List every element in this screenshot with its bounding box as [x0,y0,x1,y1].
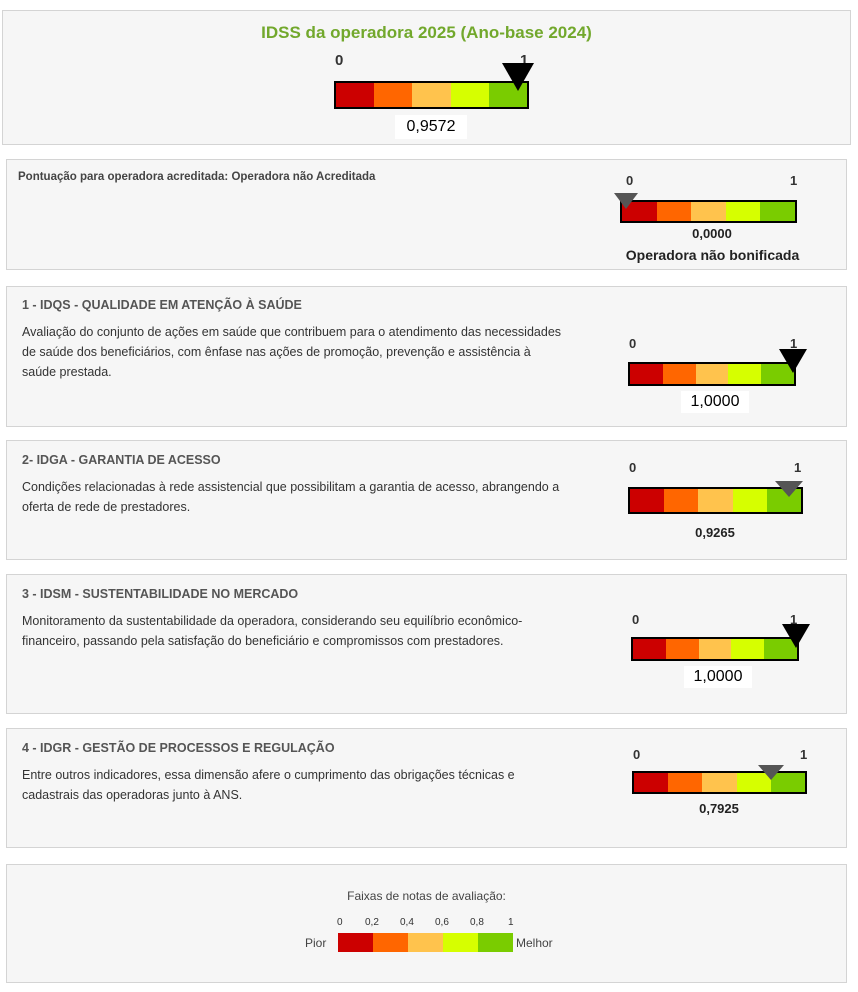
legend-tick: 0,2 [365,917,379,928]
section-idga-description: Condições relacionadas à rede assistencial que possibilitam a garantia de acesso, abrangendo a oferta de rede de prestadores. [22,480,560,514]
legend-best-label: Melhor [516,936,553,950]
section-idsm [6,574,847,714]
legend-color-scale [338,933,513,952]
section-idqs-gauge-max-label: 1 [790,336,798,351]
legend-band-5 [478,933,513,952]
accreditation-gauge-max-label: 1 [790,173,798,188]
legend-title: Faixas de notas de avaliação: [347,889,506,903]
accreditation-text: Pontuação para operadora acreditada: Operadora não Acreditada [18,171,376,183]
idss-gauge-marker-icon [502,63,534,91]
legend-band-2 [373,933,408,952]
gauge-min-label: 0 [335,52,344,69]
idss-gauge-bar [334,81,529,109]
idss-summary-panel [2,10,851,145]
accreditation-gauge-value: 0,0000 [692,226,732,241]
accreditation-gauge-marker-icon [614,193,638,209]
section-idga-title: 2- IDGA - GARANTIA DE ACESSO [22,453,221,467]
section-idga-gauge-marker-icon [775,481,803,497]
legend-tick: 0 [337,917,343,928]
accreditation-panel [6,159,847,270]
rating-legend-panel [6,864,847,983]
section-idqs-gauge-bar [628,362,796,386]
section-idsm-title: 3 - IDSM - SUSTENTABILIDADE NO MERCADO [22,587,299,601]
section-idsm-gauge-bar [631,637,799,661]
legend-band-1 [338,933,373,952]
section-idqs-gauge-value: 1,0000 [681,391,749,413]
section-idsm-gauge-min-label: 0 [632,612,640,627]
legend-tick: 0,6 [435,917,449,928]
accreditation-gauge-min-label: 0 [626,173,634,188]
legend-band-4 [443,933,478,952]
section-idqs-gauge-min-label: 0 [629,336,637,351]
legend-tick: 1 [508,917,514,928]
accreditation-gauge-bar [620,200,797,223]
section-idqs-title: 1 - IDQS - QUALIDADE EM ATENÇÃO À SAÚDE [22,298,302,312]
legend-worst-label: Pior [305,936,327,950]
page-title: IDSS da operadora 2025 (Ano-base 2024) [261,23,592,42]
section-idgr-title: 4 - IDGR - GESTÃO DE PROCESSOS E REGULAÇÃO [22,741,335,755]
idss-gauge-value: 0,9572 [395,115,467,139]
section-idga-gauge-min-label: 0 [629,460,637,475]
section-idgr-gauge-marker-icon [758,765,784,780]
section-idga [6,440,847,560]
section-idqs [6,286,847,427]
gauge-max-label: 1 [520,52,529,69]
section-idqs-description: Avaliação do conjunto de ações em saúde que contribuem para o atendimento das necessidades de saúde dos beneficiários, com ênfase nas ações de promoção, prevenção e assistência à saúde prestada. [22,325,562,379]
bonus-status: Operadora não bonificada [625,247,800,263]
legend-tick: 0,4 [400,917,414,928]
section-idsm-gauge-marker-icon [782,624,810,648]
section-idsm-description: Monitoramento da sustentabilidade da operadora, considerando seu equilíbrio econômico-financeiro, passando pela satisfação do beneficiário e compromissos com prestadores. [22,614,523,648]
section-idgr-gauge-value: 0,7925 [699,801,739,816]
section-idqs-gauge-marker-icon [779,349,807,373]
section-idgr-description: Entre outros indicadores, essa dimensão afere o cumprimento das obrigações técnicas e cadastrais das operadoras junto à ANS. [22,768,515,802]
legend-band-3 [408,933,443,952]
section-idga-gauge-max-label: 1 [794,460,802,475]
section-idga-gauge-value: 0,9265 [695,525,735,540]
section-idgr-gauge-max-label: 1 [800,747,808,762]
legend-tick: 0,8 [470,917,484,928]
section-idgr-gauge-min-label: 0 [633,747,641,762]
section-idsm-gauge-value: 1,0000 [684,666,752,688]
section-idgr [6,728,847,848]
section-idsm-gauge-max-label: 1 [790,612,798,627]
